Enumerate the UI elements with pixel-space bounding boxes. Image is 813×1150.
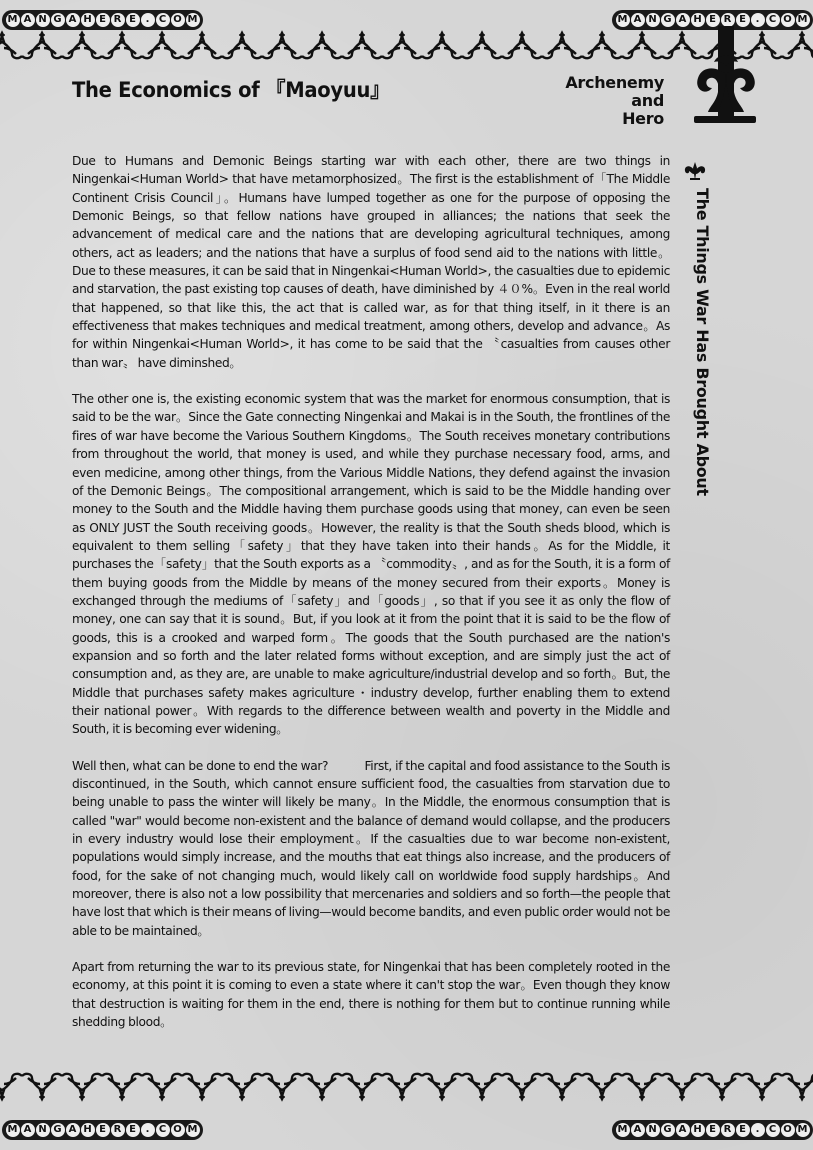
section-title-vertical	[676, 160, 712, 510]
ornament-motif	[542, 1074, 582, 1100]
article-body	[72, 152, 670, 1049]
page-title: The Economics of 『Maoyuu』	[72, 78, 390, 102]
watermark-letter: G	[51, 13, 65, 27]
watermark-letter: A	[631, 13, 645, 27]
watermark-letter: E	[126, 1123, 140, 1137]
watermark-letter: E	[96, 13, 110, 27]
ornament-motif	[622, 1074, 662, 1100]
watermark-letter: .	[751, 13, 765, 27]
ornament-motif	[422, 32, 462, 58]
ornament-motif	[342, 1074, 382, 1100]
paragraph-4: Apart from returning the war to its previous state, for Ningenkai that has been completely rooted in the economy, at this point it is coming to even a state where it can't stop the war。Even though they know that destruction is waiting for them in the end, there is nothing for them but to continue running while shedding blood。	[72, 960, 670, 1030]
watermark-letter: O	[781, 1123, 795, 1137]
ornament-motif	[262, 1074, 302, 1100]
ornament-motif	[262, 32, 302, 58]
ornament-motif	[382, 32, 422, 58]
watermark-letter: H	[691, 13, 705, 27]
fleur-icon	[682, 160, 708, 182]
ornament-motif	[302, 1074, 342, 1100]
watermark-letter: N	[36, 13, 50, 27]
watermark-letter: G	[51, 1123, 65, 1137]
watermark-letter: M	[186, 13, 200, 27]
watermark-letter: H	[81, 1123, 95, 1137]
series-title-line2: and	[631, 91, 664, 110]
ornament-motif	[662, 1074, 702, 1100]
watermark-letter: .	[751, 1123, 765, 1137]
watermark-letter: G	[661, 1123, 675, 1137]
watermark-bottom-right	[612, 1120, 813, 1140]
series-title	[565, 74, 664, 128]
ornament-motif	[102, 32, 142, 58]
ornament-motif	[22, 32, 62, 58]
ornament-motif	[62, 1074, 102, 1100]
ornament-motif	[742, 1074, 782, 1100]
watermark-letter: G	[661, 13, 675, 27]
paragraph-3: Well then, what can be done to end the war? First, if the capital and food assistance to the South is discontinued, in the South, which cannot ensure sufficient food, the casualties from starvation due to being unable to pass the winter will likely be many。In the Middle, the enormous consumption that is called "war" would become non-existent and the balance of demand would collapse, and the producers in every industry would lose their employment。If the casualties due to war become non-existent, populations would simply increase, and the mouths that eat things also increase, and the producers of food, for the sake of not changing much, would likely call on worldwide food supply hardships。And moreover, there is also not a low possibility that mercenaries and soldiers and so forth—the people that have lost that which is their means of living—would become bandits, and even public order would not be able to be maintained。	[72, 758, 670, 938]
ornament-motif	[582, 32, 622, 58]
ornament-motif	[502, 1074, 542, 1100]
ornament-motif	[422, 1074, 462, 1100]
watermark-letter: E	[736, 1123, 750, 1137]
watermark-letter: C	[156, 1123, 170, 1137]
ornament-motif	[0, 32, 22, 58]
ornament-motif	[382, 1074, 422, 1100]
watermark-letter: C	[156, 13, 170, 27]
ornament-motif	[182, 32, 222, 58]
watermark-letter: E	[126, 13, 140, 27]
watermark-letter: M	[6, 13, 20, 27]
watermark-letter: R	[111, 13, 125, 27]
watermark-bottom-left	[2, 1120, 203, 1140]
watermark-letter: A	[66, 13, 80, 27]
watermark-letter: A	[676, 13, 690, 27]
series-title-line1: Archenemy	[565, 73, 664, 92]
watermark-letter: O	[171, 1123, 185, 1137]
ornament-motif	[542, 32, 582, 58]
watermark-letter: M	[186, 1123, 200, 1137]
watermark-letter: O	[781, 13, 795, 27]
watermark-top-left	[2, 10, 203, 30]
ornament-motif	[782, 1074, 813, 1100]
watermark-letter: M	[796, 1123, 810, 1137]
vertical-title-text: The Things War Has Brought About	[693, 188, 712, 496]
watermark-letter: C	[766, 1123, 780, 1137]
paragraph-1: Due to Humans and Demonic Beings starting war with each other, there are two things in Ningenkai<Human World> that have metamorphosized。The first is the establishment of「The Middle Continent Crisis Council」。Humans have lumped together as one for the purpose of opposing the Demonic Beings, so that fellow nations have grouped in alliances; the nations that seek the advancement of medical care and the nations that are developing agricultural techniques, among others, act as leaders; and the nations that have a surplus of food send aid to the nations with little。Due to these measures, it can be said that in Ningenkai<Human World>, the casualties due to epidemic and starvation, the past existing top causes of death, have diminished by ４０%。Even in the real world that happened, so that like this, the act that is called war, as for that thing itself, in it there is an effectiveness that makes techniques and medical treatment, among others, develop and advance。As for within Ningenkai<Human World>, it has come to be said that the 〝casualties from causes other than war〟 have diminshed。	[72, 154, 670, 370]
watermark-letter: A	[21, 13, 35, 27]
watermark-letter: R	[721, 1123, 735, 1137]
paragraph-2: The other one is, the existing economic system that was the market for enormous consumption, that is said to be the war。Since the Gate connecting Ningenkai and Makai is in the South, the frontlines of the fires of war have become the Various Southern Kingdoms。The South receives monetary contributions from throughout the world, that money is used, and while they purchase necessary food, arms, and even medicine, among other things, from the Various Middle Nations, they defend against the invasion of the Demonic Beings。The compositional arrangement, which is said to be the Middle handing over money to the South and the Middle having them purchase goods using that money, can even be seen as ONLY JUST the South receiving goods。However, the reality is that the South sheds blood, which is equivalent to them selling「safety」that they have taken into their hands。As for the Middle, it purchases the「safety」that the South exports as a 〝commodity〟, and as for the South, it is a form of them buying goods from the Middle by means of the money secured from their exports。Money is exchanged through the mediums of「safety」and「goods」, so that if you see it as only the flow of money, one can say that it is sound。But, if you look at it from the point that it is said to be the flow of goods, this is a crooked and warped form。The goods that the South purchased are the nation's expansion and so forth and the later related forms without exception, and are simply just the act of consumption and, as they are, are unable to make agriculture/industrial develop and so forth。But, the Middle that purchases safety makes agriculture・industry develop, further enabling them to extend their national power。With regards to the difference between wealth and poverty in the Middle and South, it is becoming ever widening。	[72, 392, 670, 737]
watermark-letter: R	[111, 1123, 125, 1137]
ornament-motif	[22, 1074, 62, 1100]
watermark-letter: C	[766, 13, 780, 27]
watermark-letter: M	[6, 1123, 20, 1137]
ornament-motif	[702, 1074, 742, 1100]
ornament-motif	[102, 1074, 142, 1100]
watermark-letter: .	[141, 13, 155, 27]
ornament-motif	[0, 1074, 22, 1100]
ornament-motif	[302, 32, 342, 58]
ornament-motif	[62, 32, 102, 58]
watermark-letter: A	[631, 1123, 645, 1137]
series-title-line3: Hero	[622, 109, 664, 128]
ornament-motif	[502, 32, 542, 58]
ornament-motif	[622, 32, 662, 58]
watermark-letter: N	[646, 13, 660, 27]
watermark-letter: H	[691, 1123, 705, 1137]
watermark-letter: M	[616, 13, 630, 27]
watermark-letter: E	[706, 13, 720, 27]
watermark-letter: H	[81, 13, 95, 27]
ornament-motif	[462, 1074, 502, 1100]
watermark-letter: .	[141, 1123, 155, 1137]
watermark-letter: N	[646, 1123, 660, 1137]
ornament-motif	[222, 32, 262, 58]
ornament-motif	[142, 1074, 182, 1100]
watermark-letter: O	[171, 13, 185, 27]
ornate-letter-i-icon	[688, 26, 762, 126]
watermark-letter: M	[796, 13, 810, 27]
watermark-letter: M	[616, 1123, 630, 1137]
ornament-motif	[462, 32, 502, 58]
watermark-letter: A	[21, 1123, 35, 1137]
watermark-letter: R	[721, 13, 735, 27]
watermark-letter: A	[66, 1123, 80, 1137]
watermark-letter: A	[676, 1123, 690, 1137]
watermark-letter: E	[96, 1123, 110, 1137]
watermark-letter: N	[36, 1123, 50, 1137]
ornament-border-top	[0, 30, 800, 62]
ornament-motif	[222, 1074, 262, 1100]
ornament-motif	[342, 32, 382, 58]
ornament-border-bottom	[0, 1070, 800, 1102]
watermark-letter: E	[706, 1123, 720, 1137]
ornament-motif	[582, 1074, 622, 1100]
ornament-motif	[782, 32, 813, 58]
watermark-letter: E	[736, 13, 750, 27]
ornament-motif	[142, 32, 182, 58]
ornament-motif	[182, 1074, 222, 1100]
